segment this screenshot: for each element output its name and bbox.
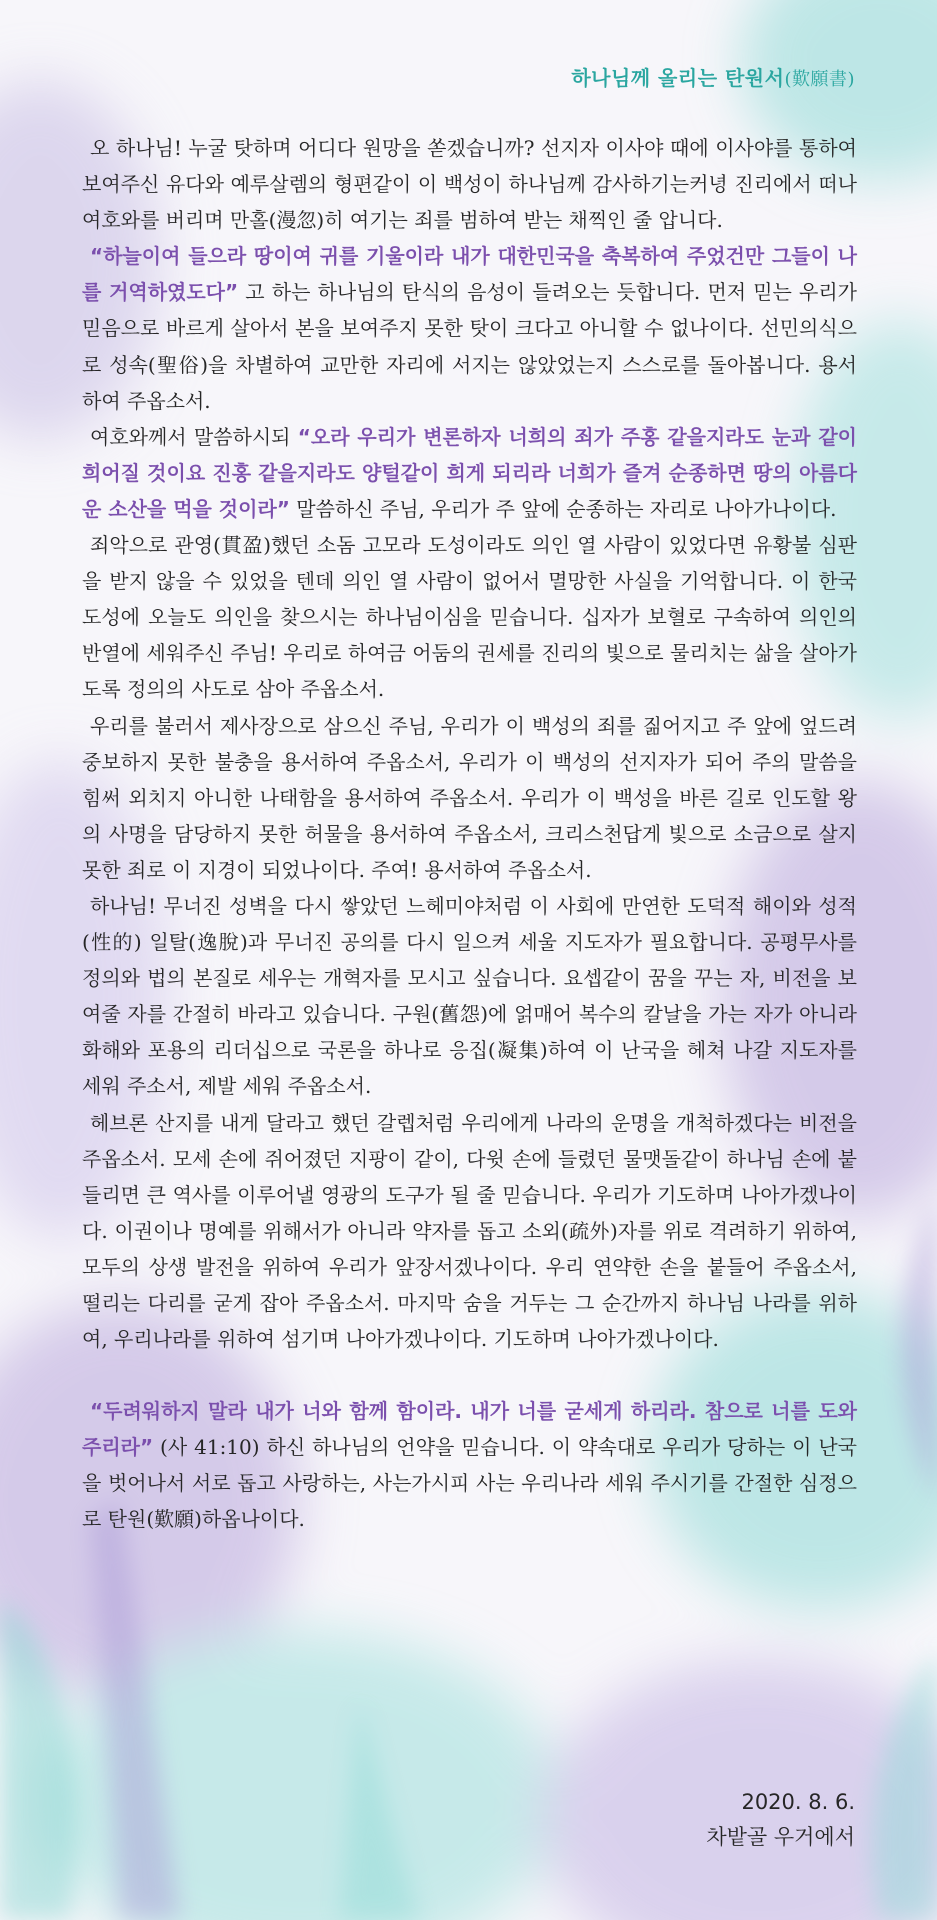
paragraph [82,238,857,418]
letter-title [571,62,855,91]
paragraph [82,1393,857,1537]
paragraph-text: 죄악으로 관영(貫盈)했던 소돔 고모라 도성이라도 의인 열 사람이 있었다면 유황불 심판을 받지 않을 수 있었을 텐데 의인 열 사람이 없어서 멸망한 사실을 기억합니다. 이 한국 도성에 오늘도 의인을 찾으시는 하나님이심을 믿습니다. 십자가 보혈로 구속하여 의인의 반열에 세워주신 주님! 우리로 하여금 어둠의 권세를 진리의 빛으로 물리치는 삶을 살아가도록 정의의 사도로 삼아 주옵소서. [82,533,857,702]
signature-place: 차밭골 우거에서 [706,1825,855,1849]
scripture-quote: “하늘이여 들으라 땅이여 귀를 기울이라 내가 대한민국을 축복하여 주었건만 그들이 나를 거역하였도다” [82,244,857,305]
scripture-quote: “오라 우리가 변론하자 너희의 죄가 주홍 같을지라도 눈과 같이 희어질 것이요 진홍 같을지라도 양털같이 희게 되리라 너희가 즐겨 순종하면 땅의 아름다운 소산을 먹을 것이라” [82,424,857,521]
paragraph [82,708,857,888]
paragraph-text: 고 하는 하나님의 탄식의 음성이 들려오는 듯합니다. 먼저 믿는 우리가 믿음으로 바르게 살아서 본을 보여주지 못한 탓이 크다고 아니할 수 없나이다. 선민의식으로 성속(聖俗)을 차별하여 교만한 자리에 서지는 않았었는지 스스로를 돌아봅니다. 용서하여 주옵소서. [82,280,857,413]
signature-date: 2020. 8. 6. [741,1790,855,1814]
letter-body [82,130,857,1538]
scripture-quote: “두려워하지 말라 내가 너와 함께 함이라. 내가 너를 굳세게 하리라. 참으로 너를 도와주리라” [82,1399,857,1460]
paragraph-text: 하나님! 무너진 성벽을 다시 쌓았던 느헤미야처럼 이 사회에 만연한 도덕적 해이와 성적(性的) 일탈(逸脫)과 무너진 공의를 다시 일으켜 세울 지도자가 필요합니다. 공평무사를 정의와 법의 본질로 세우는 개혁자를 모시고 싶습니다. 요셉같이 꿈을 꾸는 자, 비전을 보여줄 자를 간절히 바라고 있습니다. 구원(舊怨)에 얽매어 복수의 칼날을 가는 자가 아니라 화해와 포용의 리더십으로 국론을 하나로 응집(凝集)하여 이 난국을 헤쳐 나갈 지도자를 세워 주소서, 제발 세워 주옵소서. [82,893,857,1099]
paragraph-text: 오 하나님! 누굴 탓하며 어디다 원망을 쏟겠습니까? 선지자 이사야 때에 이사야를 통하여 보여주신 유다와 예루살렘의 형편같이 이 백성이 하나님께 감사하기는커녕 진리에서 떠나 여호와를 버리며 만홀(漫忽)히 여기는 죄를 범하여 받는 채찍인 줄 압니다. [82,136,857,233]
title-hanja: (歎願書) [784,69,855,90]
paragraph [82,130,857,238]
paragraph-text: 우리를 불러서 제사장으로 삼으신 주님, 우리가 이 백성의 죄를 짊어지고 주 앞에 엎드려 중보하지 못한 불충을 용서하여 주옵소서, 우리가 이 백성의 선지자가 되어 주의 말씀을 힘써 외치지 아니한 나태함을 용서하여 주옵소서. 우리가 이 백성을 바른 길로 인도할 왕의 사명을 담당하지 못한 허물을 용서하여 주옵소서, 크리스천답게 빛으로 소금으로 살지 못한 죄로 이 지경이 되었나이다. 주여! 용서하여 주옵소서. [82,713,857,882]
paragraph-text: 말씀하신 주님, 우리가 주 앞에 순종하는 자리로 나아가나이다. [289,496,837,521]
paragraph [82,527,857,707]
paragraph [82,419,857,527]
paragraph [82,1105,857,1358]
title-text: 하나님께 올리는 탄원서 [571,66,785,90]
paragraph-text: 헤브론 산지를 내게 달라고 했던 갈렙처럼 우리에게 나라의 운명을 개척하겠다는 비전을 주옵소서. 모세 손에 쥐어졌던 지팡이 같이, 다윗 손에 들렸던 물맷돌같이 하나님 손에 붙들리면 큰 역사를 이루어낼 영광의 도구가 될 줄 믿습니다. 우리가 기도하며 나아가겠나이다. 이권이나 명예를 위해서가 아니라 약자를 돕고 소외(疏外)자를 위로 격려하기 위하여, 모두의 상생 발전을 위하여 우리가 앞장서겠나이다. 우리 연약한 손을 붙들어 주옵소서, 떨리는 다리를 굳게 잡아 주옵소서. 마지막 숨을 거두는 그 순간까지 하나님 나라를 위하여, 우리나라를 위하여 섬기며 나아가겠나이다. 기도하며 나아가겠나이다. [82,1110,857,1352]
signature-block [706,1785,855,1855]
paragraph [82,888,857,1105]
paragraph-text: 여호와께서 말씀하시되 [90,424,298,449]
paragraph-text: (사 41:10) 하신 하나님의 언약을 믿습니다. 이 약속대로 우리가 당하는 이 난국을 벗어나서 서로 돕고 사랑하는, 사는가시피 사는 우리나라 세워 주시기를 간절한 심정으로 탄원(歎願)하옵나이다. [82,1435,857,1532]
